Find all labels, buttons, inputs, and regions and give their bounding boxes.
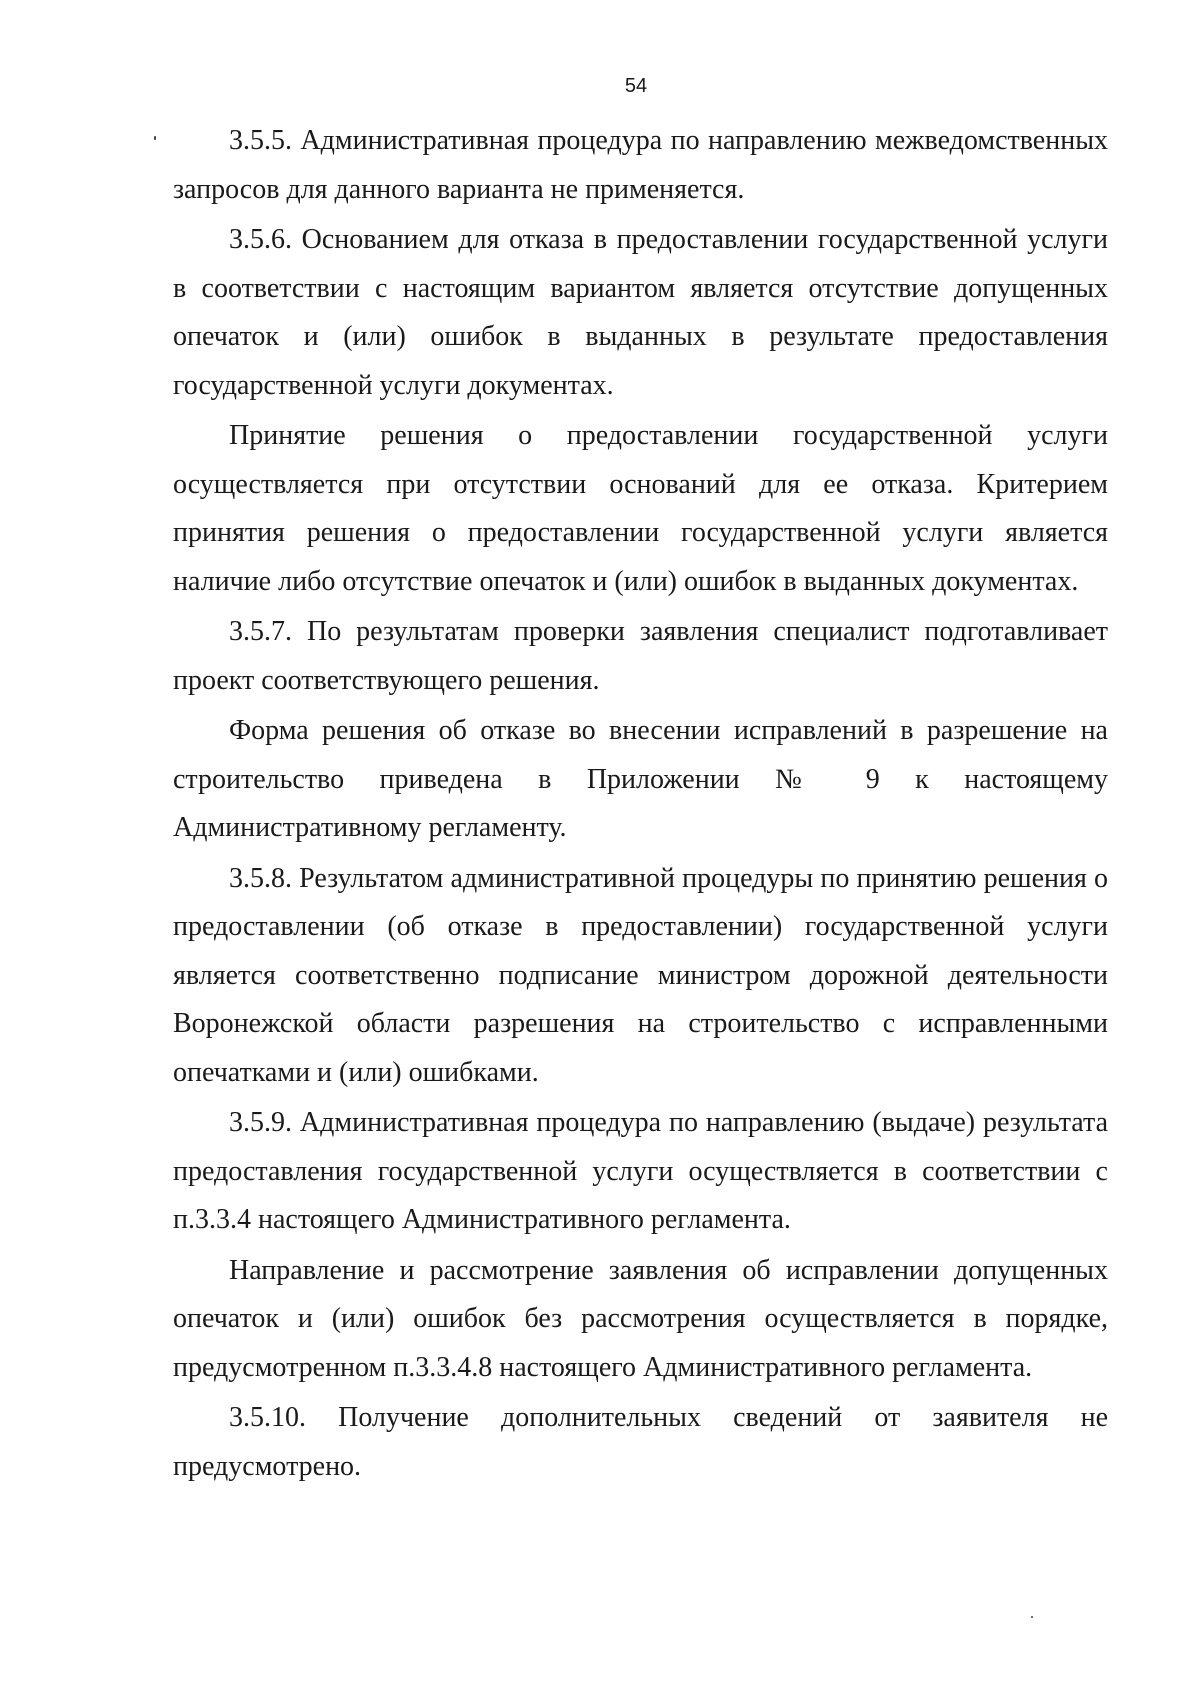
paragraph-3-5-7: 3.5.7. По результатам проверки заявления специалист подготавливает проект соответствующего решения. — [173, 616, 1108, 696]
paragraph-3-5-6: 3.5.6. Основанием для отказа в предоставлении государственной услуги в соответствии с настоящим вариантом является отсутствие допущенных опечаток и (или) ошибок в выданных в результате предоставления государственной услуги документах. — [173, 224, 1108, 401]
paragraph-direction-review: Направление и рассмотрение заявления об исправлении допущенных опечаток и (или) ошибок без рассмотрения осуществляется в порядке, предусмотренном п.3.3.4.8 настоящего Административного регламента. — [173, 1254, 1108, 1383]
scan-speck — [1031, 1616, 1033, 1618]
document-body — [173, 117, 1108, 1493]
paragraph-decision-criteria: Принятие решения о предоставлении государственной услуги осуществляется при отсутствии оснований для ее отказа. Критерием принятия решения о предоставлении государственной услуги является наличие либо отсутствие опечаток и (или) ошибок в выданных документах. — [173, 420, 1108, 597]
paragraph-3-5-9: 3.5.9. Административная процедура по направлению (выдаче) результата предоставления государственной услуги осуществляется в соответствии с п.3.3.4 настоящего Административного регламента. — [173, 1107, 1108, 1235]
page-number: 54 — [624, 75, 648, 97]
paragraph-refusal-form: Форма решения об отказе во внесении исправлений в разрешение на строительство приведена в Приложении № 9 к настоящему Административному регламенту. — [173, 715, 1108, 843]
paragraph-3-5-8: 3.5.8. Результатом административной процедуры по принятию решения о предоставлении (об отказе в предоставлении) государственной услуги является соответственно подписание министром дорожной деятельности Воронежской области разрешения на строительство с исправленными опечатками и (или) ошибками. — [173, 862, 1108, 1088]
paragraph-3-5-10: 3.5.10. Получение дополнительных сведений от заявителя не предусмотрено. — [173, 1402, 1108, 1482]
paragraph-3-5-5: 3.5.5. Административная процедура по направлению межведомственных запросов для данного варианта не применяется. — [173, 125, 1108, 205]
scan-speck — [154, 136, 156, 140]
